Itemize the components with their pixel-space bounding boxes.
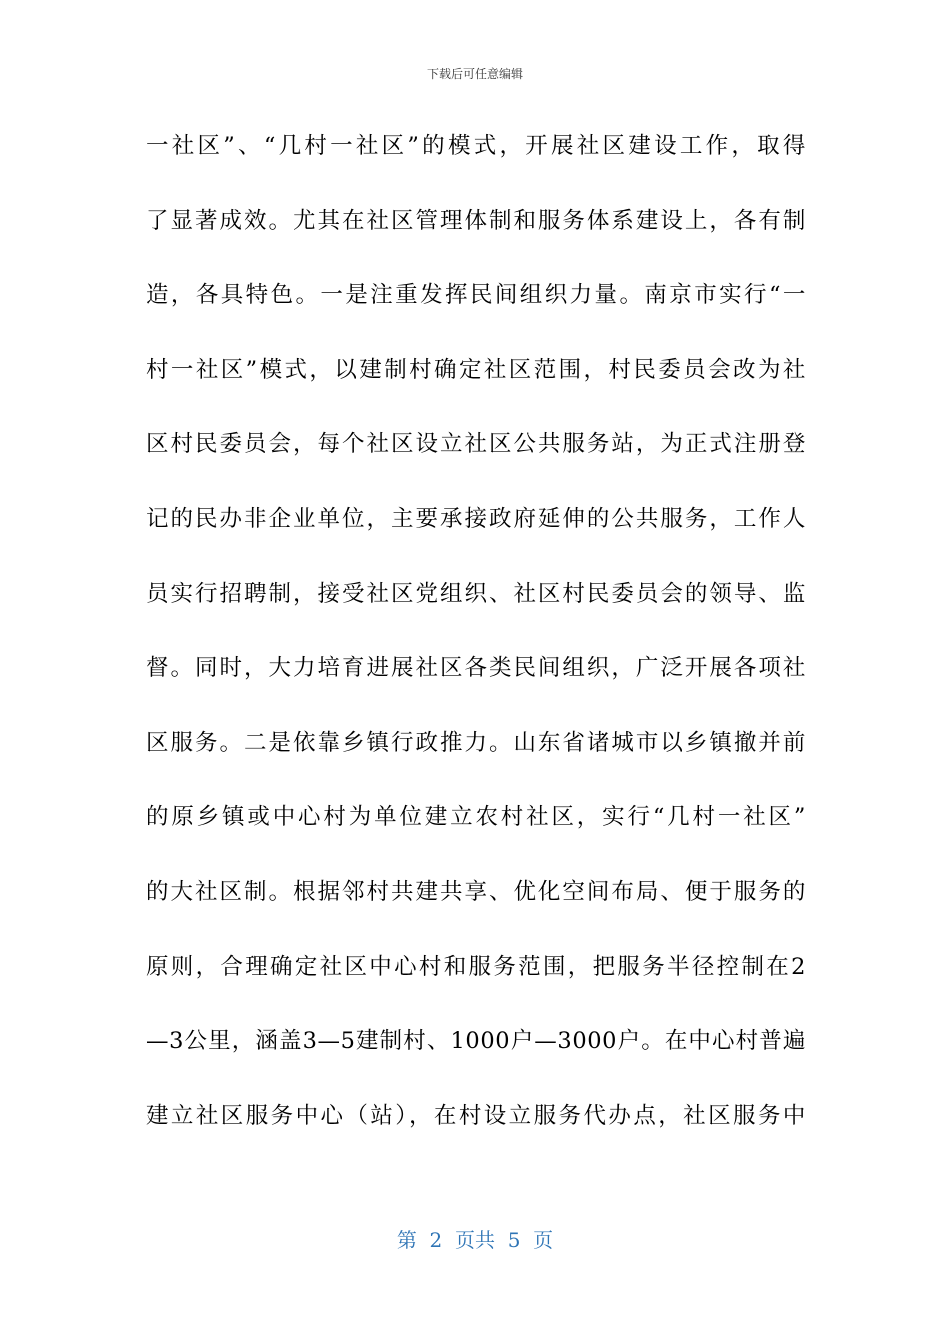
text-line-2: 了显著成效。尤其在社区管理体制和服务体系建设上，各有制 (146, 207, 806, 234)
text-line-12: 原则，合理确定社区中心村和服务范围，把服务半径控制在2 (146, 953, 806, 980)
text-line-14: 建立社区服务中心（站），在村设立服务代办点，社区服务中 (146, 1102, 806, 1129)
text-line-8: 督。同时，大力培育进展社区各类民间组织，广泛开展各项社 (146, 655, 806, 682)
page-header: 下载后可任意编辑 (426, 67, 523, 81)
body-text (146, 126, 806, 1170)
text-line-7: 员实行招聘制，接受社区党组织、社区村民委员会的领导、监 (146, 580, 806, 607)
page-number-footer: 第 2 页共 5 页 (396, 1228, 554, 1252)
text-line-10: 的原乡镇或中心村为单位建立农村社区，实行“几村一社区” (146, 804, 806, 831)
text-line-5: 区村民委员会，每个社区设立社区公共服务站，为正式注册登 (146, 431, 806, 458)
text-line-11: 的大社区制。根据邻村共建共享、优化空间布局、便于服务的 (146, 878, 806, 905)
text-line-4: 村一社区”模式，以建制村确定社区范围，村民委员会改为社 (146, 356, 806, 383)
text-line-6: 记的民办非企业单位，主要承接政府延伸的公共服务，工作人 (146, 505, 806, 532)
text-line-9: 区服务。二是依靠乡镇行政推力。山东省诸城市以乡镇撤并前 (146, 729, 806, 756)
text-line-3: 造，各具特色。一是注重发挥民间组织力量。南京市实行“一 (146, 282, 806, 309)
text-line-1: 一社区”、“几村一社区”的模式，开展社区建设工作，取得 (146, 133, 806, 159)
text-line-13: —3公里，涵盖3—5建制村、1000户—3000户。在中心村普遍 (146, 1028, 806, 1055)
